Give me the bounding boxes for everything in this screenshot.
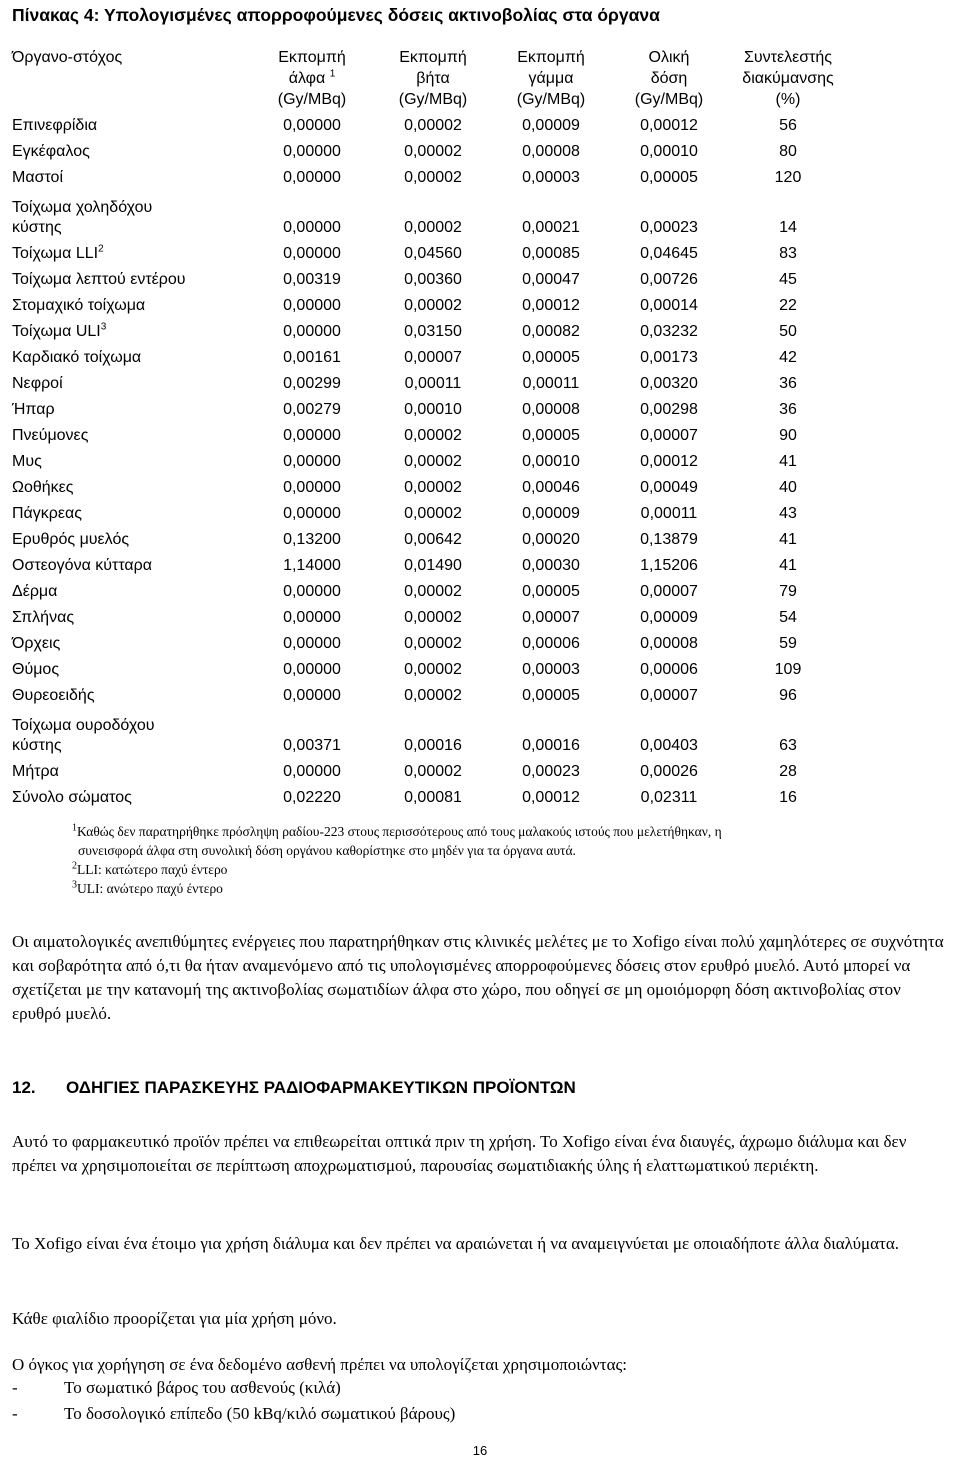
page-number: 16 <box>472 1443 488 1458</box>
section-number: 12. <box>12 1078 36 1097</box>
organ-cell: Καρδιακό τοίχωμα <box>12 349 142 366</box>
table-header-row <box>12 47 848 110</box>
alpha-cell: 0,00000 <box>283 609 341 626</box>
beta-cell: 0,00002 <box>404 505 462 522</box>
dose-table <box>12 47 848 808</box>
cv-cell: 96 <box>779 687 797 704</box>
list-item: - Το δοσολογικό επίπεδο (50 kBq/κιλό σωματικού βάρους) <box>12 1404 456 1423</box>
beta-cell: 0,00002 <box>404 763 462 780</box>
header-beta: Εκπομπή βήτα (Gy/MBq) <box>398 49 468 108</box>
alpha-cell: 0,00371 <box>283 737 341 754</box>
alpha-cell: 0,00000 <box>283 661 341 678</box>
gamma-cell: 0,00085 <box>522 245 580 262</box>
beta-cell: 0,00002 <box>404 453 462 470</box>
volume-factors-list <box>12 1375 455 1427</box>
beta-cell: 0,00002 <box>404 687 462 704</box>
total-cell: 0,00009 <box>640 609 698 626</box>
organ-cell: Μαστοί <box>12 169 63 186</box>
table-row <box>12 136 848 162</box>
footnote-2: $^2$LLI: κατώτερο παχύ έντερο <box>72 860 228 877</box>
beta-cell: 0,00002 <box>404 661 462 678</box>
header-cv: Συντελεστής διακύμανσης (%) <box>742 49 834 108</box>
organ-cell: Στομαχικό τοίχωμα <box>12 297 146 314</box>
cv-cell: 63 <box>779 737 797 754</box>
paragraph-inspection: Αυτό το φαρμακευτικό προϊόν πρέπει να επιθεωρείται οπτικά πριν τη χρήση. Το Xofigo είναι ένα διαυγές, άχρωμο διάλυμα και δεν πρέπει να χρησιμοποιείται σε περίπτωση αποχρωματισμού, παρουσίας σωματιδιακής ύλης ή ελαττωματικού περιέκτη. <box>12 1132 907 1175</box>
cv-cell: 56 <box>779 117 797 134</box>
alpha-cell: 0,00000 <box>283 117 341 134</box>
gamma-cell: 0,00030 <box>522 557 580 574</box>
organ-cell: Ερυθρός μυελός <box>12 531 130 548</box>
alpha-cell: 0,00000 <box>283 635 341 652</box>
cv-cell: 120 <box>774 169 802 186</box>
table-row <box>12 576 848 602</box>
cv-cell: 41 <box>779 557 797 574</box>
organ-cell: Τοίχωμα ULI$^3$ <box>12 321 107 340</box>
gamma-cell: 0,00008 <box>522 143 580 160</box>
total-cell: 0,00005 <box>640 169 698 186</box>
beta-cell: 0,00002 <box>404 169 462 186</box>
table-row <box>12 602 848 628</box>
total-cell: 0,04645 <box>640 245 698 262</box>
alpha-cell: 0,00000 <box>283 323 341 340</box>
total-cell: 0,00010 <box>640 143 698 160</box>
cv-cell: 16 <box>779 789 797 806</box>
organ-cell: Νεφροί <box>12 375 63 392</box>
gamma-cell: 0,00005 <box>522 349 580 366</box>
table-row <box>12 188 848 238</box>
gamma-cell: 0,00012 <box>522 297 580 314</box>
gamma-cell: 0,00047 <box>522 271 580 288</box>
beta-cell: 0,00002 <box>404 427 462 444</box>
cv-cell: 22 <box>779 297 797 314</box>
total-cell: 0,00007 <box>640 583 698 600</box>
gamma-cell: 0,00016 <box>522 737 580 754</box>
total-cell: 0,02311 <box>640 789 698 806</box>
total-cell: 0,00023 <box>640 219 698 236</box>
beta-cell: 0,03150 <box>404 323 462 340</box>
table-row <box>12 706 848 756</box>
total-cell: 0,00173 <box>640 349 698 366</box>
alpha-cell: 0,00000 <box>283 583 341 600</box>
beta-cell: 0,00642 <box>404 531 462 548</box>
table-row <box>12 162 848 188</box>
organ-cell: Δέρμα <box>12 583 58 600</box>
beta-cell: 0,00002 <box>404 117 462 134</box>
table-row <box>12 782 848 808</box>
table-row <box>12 238 848 264</box>
gamma-cell: 0,00046 <box>522 479 580 496</box>
beta-cell: 0,00081 <box>404 789 462 806</box>
alpha-cell: 0,00279 <box>283 401 341 418</box>
total-cell: 0,00006 <box>640 661 698 678</box>
total-cell: 0,00049 <box>640 479 698 496</box>
paragraph-volume: Ο όγκος για χορήγηση σε ένα δεδομένο ασθενή πρέπει να υπολογίζεται χρησιμοποιώντας: <box>12 1355 627 1374</box>
organ-cell: Μήτρα <box>12 763 59 780</box>
total-cell: 0,00012 <box>640 117 698 134</box>
table-row <box>12 264 848 290</box>
total-cell: 0,00403 <box>640 737 698 754</box>
beta-cell: 0,01490 <box>404 557 462 574</box>
organ-cell: Σύνολο σώματος <box>12 789 132 806</box>
cv-cell: 41 <box>779 453 797 470</box>
organ-cell: Τοίχωμα ουροδόχου κύστης <box>12 717 155 754</box>
organ-cell: Θυρεοειδής <box>12 687 95 704</box>
beta-cell: 0,00002 <box>404 609 462 626</box>
gamma-cell: 0,00006 <box>522 635 580 652</box>
beta-cell: 0,00002 <box>404 635 462 652</box>
cv-cell: 36 <box>779 375 797 392</box>
footnotes <box>72 822 952 898</box>
gamma-cell: 0,00003 <box>522 169 580 186</box>
cv-cell: 36 <box>779 401 797 418</box>
table-row <box>12 446 848 472</box>
header-alpha: Εκπομπή άλφα $^1$ (Gy/MBq) <box>277 49 347 108</box>
gamma-cell: 0,00003 <box>522 661 580 678</box>
list-item: - Το σωματικό βάρος του ασθενούς (κιλά) <box>12 1378 341 1397</box>
beta-cell: 0,00007 <box>404 349 462 366</box>
table-row <box>12 498 848 524</box>
alpha-cell: 0,00000 <box>283 479 341 496</box>
total-cell: 0,00026 <box>640 763 698 780</box>
alpha-cell: 0,00000 <box>283 427 341 444</box>
cv-cell: 90 <box>779 427 797 444</box>
gamma-cell: 0,00020 <box>522 531 580 548</box>
table-row <box>12 472 848 498</box>
organ-cell: Τοίχωμα χοληδόχου κύστης <box>12 199 153 236</box>
organ-cell: Εγκέφαλος <box>12 143 90 160</box>
table-row <box>12 110 848 136</box>
alpha-cell: 0,13200 <box>283 531 341 548</box>
cv-cell: 41 <box>779 531 797 548</box>
header-gamma: Εκπομπή γάμμα (Gy/MBq) <box>516 49 586 108</box>
gamma-cell: 0,00009 <box>522 117 580 134</box>
beta-cell: 0,00360 <box>404 271 462 288</box>
alpha-cell: 1,14000 <box>283 557 341 574</box>
table-row <box>12 756 848 782</box>
total-cell: 0,03232 <box>640 323 698 340</box>
header-total: Ολική δόση (Gy/MBq) <box>634 49 704 108</box>
footnote-1: $^1$Καθώς δεν παρατηρήθηκε πρόσληψη ραδίου-223 στους περισσότερους από τους μαλακούς ιστούς που μελετήθηκαν, η <box>72 822 722 839</box>
gamma-cell: 0,00010 <box>522 453 580 470</box>
cv-cell: 14 <box>779 219 797 236</box>
alpha-cell: 0,00000 <box>283 687 341 704</box>
table-row <box>12 316 848 342</box>
alpha-cell: 0,00000 <box>283 169 341 186</box>
organ-cell: Σπλήνας <box>12 609 75 626</box>
total-cell: 0,00298 <box>640 401 698 418</box>
beta-cell: 0,00002 <box>404 143 462 160</box>
beta-cell: 0,00002 <box>404 479 462 496</box>
table-caption: Πίνακας 4: Υπολογισμένες απορροφούμενες δόσεις ακτινοβολίας στα όργανα <box>12 5 660 25</box>
gamma-cell: 0,00005 <box>522 427 580 444</box>
beta-cell: 0,00016 <box>404 737 462 754</box>
alpha-cell: 0,00000 <box>283 143 341 160</box>
table-row <box>12 394 848 420</box>
organ-cell: Ήπαρ <box>12 401 55 418</box>
footnote-3: $^3$ULI: ανώτερο παχύ έντερο <box>72 879 223 896</box>
gamma-cell: 0,00082 <box>522 323 580 340</box>
alpha-cell: 0,02220 <box>283 789 341 806</box>
cv-cell: 50 <box>779 323 797 340</box>
alpha-cell: 0,00000 <box>283 245 341 262</box>
cv-cell: 79 <box>779 583 797 600</box>
cv-cell: 80 <box>779 143 797 160</box>
table-row <box>12 420 848 446</box>
alpha-cell: 0,00000 <box>283 219 341 236</box>
organ-cell: Οστεογόνα κύτταρα <box>12 557 153 574</box>
organ-cell: Επινεφρίδια <box>12 117 98 134</box>
cv-cell: 28 <box>779 763 797 780</box>
table-body <box>12 110 848 808</box>
header-organ: Όργανο-στόχος <box>12 49 123 66</box>
organ-cell: Πνεύμονες <box>12 427 89 444</box>
total-cell: 1,15206 <box>640 557 698 574</box>
gamma-cell: 0,00021 <box>522 219 580 236</box>
organ-cell: Όρχεις <box>12 635 61 652</box>
beta-cell: 0,00010 <box>404 401 462 418</box>
beta-cell: 0,00002 <box>404 297 462 314</box>
beta-cell: 0,00011 <box>404 375 462 392</box>
total-cell: 0,00007 <box>640 687 698 704</box>
alpha-cell: 0,00299 <box>283 375 341 392</box>
table-row <box>12 524 848 550</box>
section-heading <box>12 1078 576 1098</box>
cv-cell: 45 <box>779 271 797 288</box>
total-cell: 0,00726 <box>640 271 698 288</box>
organ-cell: Θύμος <box>12 661 60 678</box>
cv-cell: 109 <box>774 661 802 678</box>
beta-cell: 0,00002 <box>404 583 462 600</box>
organ-cell: Πάγκρεας <box>12 505 82 522</box>
paragraph-single-use: Κάθε φιαλίδιο προορίζεται για μία χρήση μόνο. <box>12 1309 337 1328</box>
table-row <box>12 628 848 654</box>
alpha-cell: 0,00000 <box>283 453 341 470</box>
table-row <box>12 550 848 576</box>
beta-cell: 0,04560 <box>404 245 462 262</box>
cv-cell: 43 <box>779 505 797 522</box>
cv-cell: 42 <box>779 349 797 366</box>
section-title: ΟΔΗΓΙΕΣ ΠΑΡΑΣΚΕΥΗΣ ΡΑΔΙΟΦΑΡΜΑΚΕΥΤΙΚΩΝ ΠΡΟΪΟΝΤΩΝ <box>66 1078 576 1097</box>
beta-cell: 0,00002 <box>404 219 462 236</box>
gamma-cell: 0,00012 <box>522 789 580 806</box>
total-cell: 0,00014 <box>640 297 698 314</box>
cv-cell: 40 <box>779 479 797 496</box>
table-row <box>12 368 848 394</box>
gamma-cell: 0,00023 <box>522 763 580 780</box>
gamma-cell: 0,00011 <box>522 375 580 392</box>
gamma-cell: 0,00005 <box>522 687 580 704</box>
paragraph-ready-to-use: Το Xofigo είναι ένα έτοιμο για χρήση διάλυμα και δεν πρέπει να αραιώνεται ή να αναμειγνύεται με οποιαδήποτε άλλα διαλύματα. <box>12 1234 900 1253</box>
alpha-cell: 0,00319 <box>283 271 341 288</box>
gamma-cell: 0,00009 <box>522 505 580 522</box>
gamma-cell: 0,00005 <box>522 583 580 600</box>
organ-cell: Τοίχωμα λεπτού εντέρου <box>12 271 186 288</box>
cv-cell: 59 <box>779 635 797 652</box>
total-cell: 0,00320 <box>640 375 698 392</box>
total-cell: 0,00008 <box>640 635 698 652</box>
table-row <box>12 654 848 680</box>
gamma-cell: 0,00007 <box>522 609 580 626</box>
table-row <box>12 680 848 706</box>
table-row <box>12 342 848 368</box>
alpha-cell: 0,00000 <box>283 505 341 522</box>
alpha-cell: 0,00161 <box>283 349 341 366</box>
total-cell: 0,13879 <box>640 531 698 548</box>
cv-cell: 54 <box>779 609 797 626</box>
alpha-cell: 0,00000 <box>283 297 341 314</box>
footnote-1-cont: συνεισφορά άλφα στη συνολική δόση οργάνου καθορίστηκε στο μηδέν για τα όργανα αυτά. <box>78 843 576 858</box>
table-row <box>12 290 848 316</box>
total-cell: 0,00012 <box>640 453 698 470</box>
alpha-cell: 0,00000 <box>283 763 341 780</box>
paragraph-hematologic: Οι αιματολογικές ανεπιθύμητες ενέργειες που παρατηρήθηκαν στις κλινικές μελέτες με το Xofigo είναι πολύ χαμηλότερες σε συχνότητα και σοβαρότητα από ό,τι θα ήταν αναμενόμενο από τις υπολογισμένες απορροφούμενες δόσεις στον ερυθρό μυελό. Αυτό μπορεί να σχετίζεται με την κατανομή της ακτινοβολίας σωματιδίων άλφα στο χώρο, που οδηγεί σε μη ομοιόμορφη δόση ακτινοβολίας στον ερυθρό μυελό. <box>12 932 944 1023</box>
organ-cell: Ωοθήκες <box>12 479 74 496</box>
total-cell: 0,00007 <box>640 427 698 444</box>
organ-cell: Μυς <box>12 453 42 470</box>
gamma-cell: 0,00008 <box>522 401 580 418</box>
organ-cell: Τοίχωμα LLI$^2$ <box>12 243 104 262</box>
cv-cell: 83 <box>779 245 797 262</box>
total-cell: 0,00011 <box>640 505 698 522</box>
